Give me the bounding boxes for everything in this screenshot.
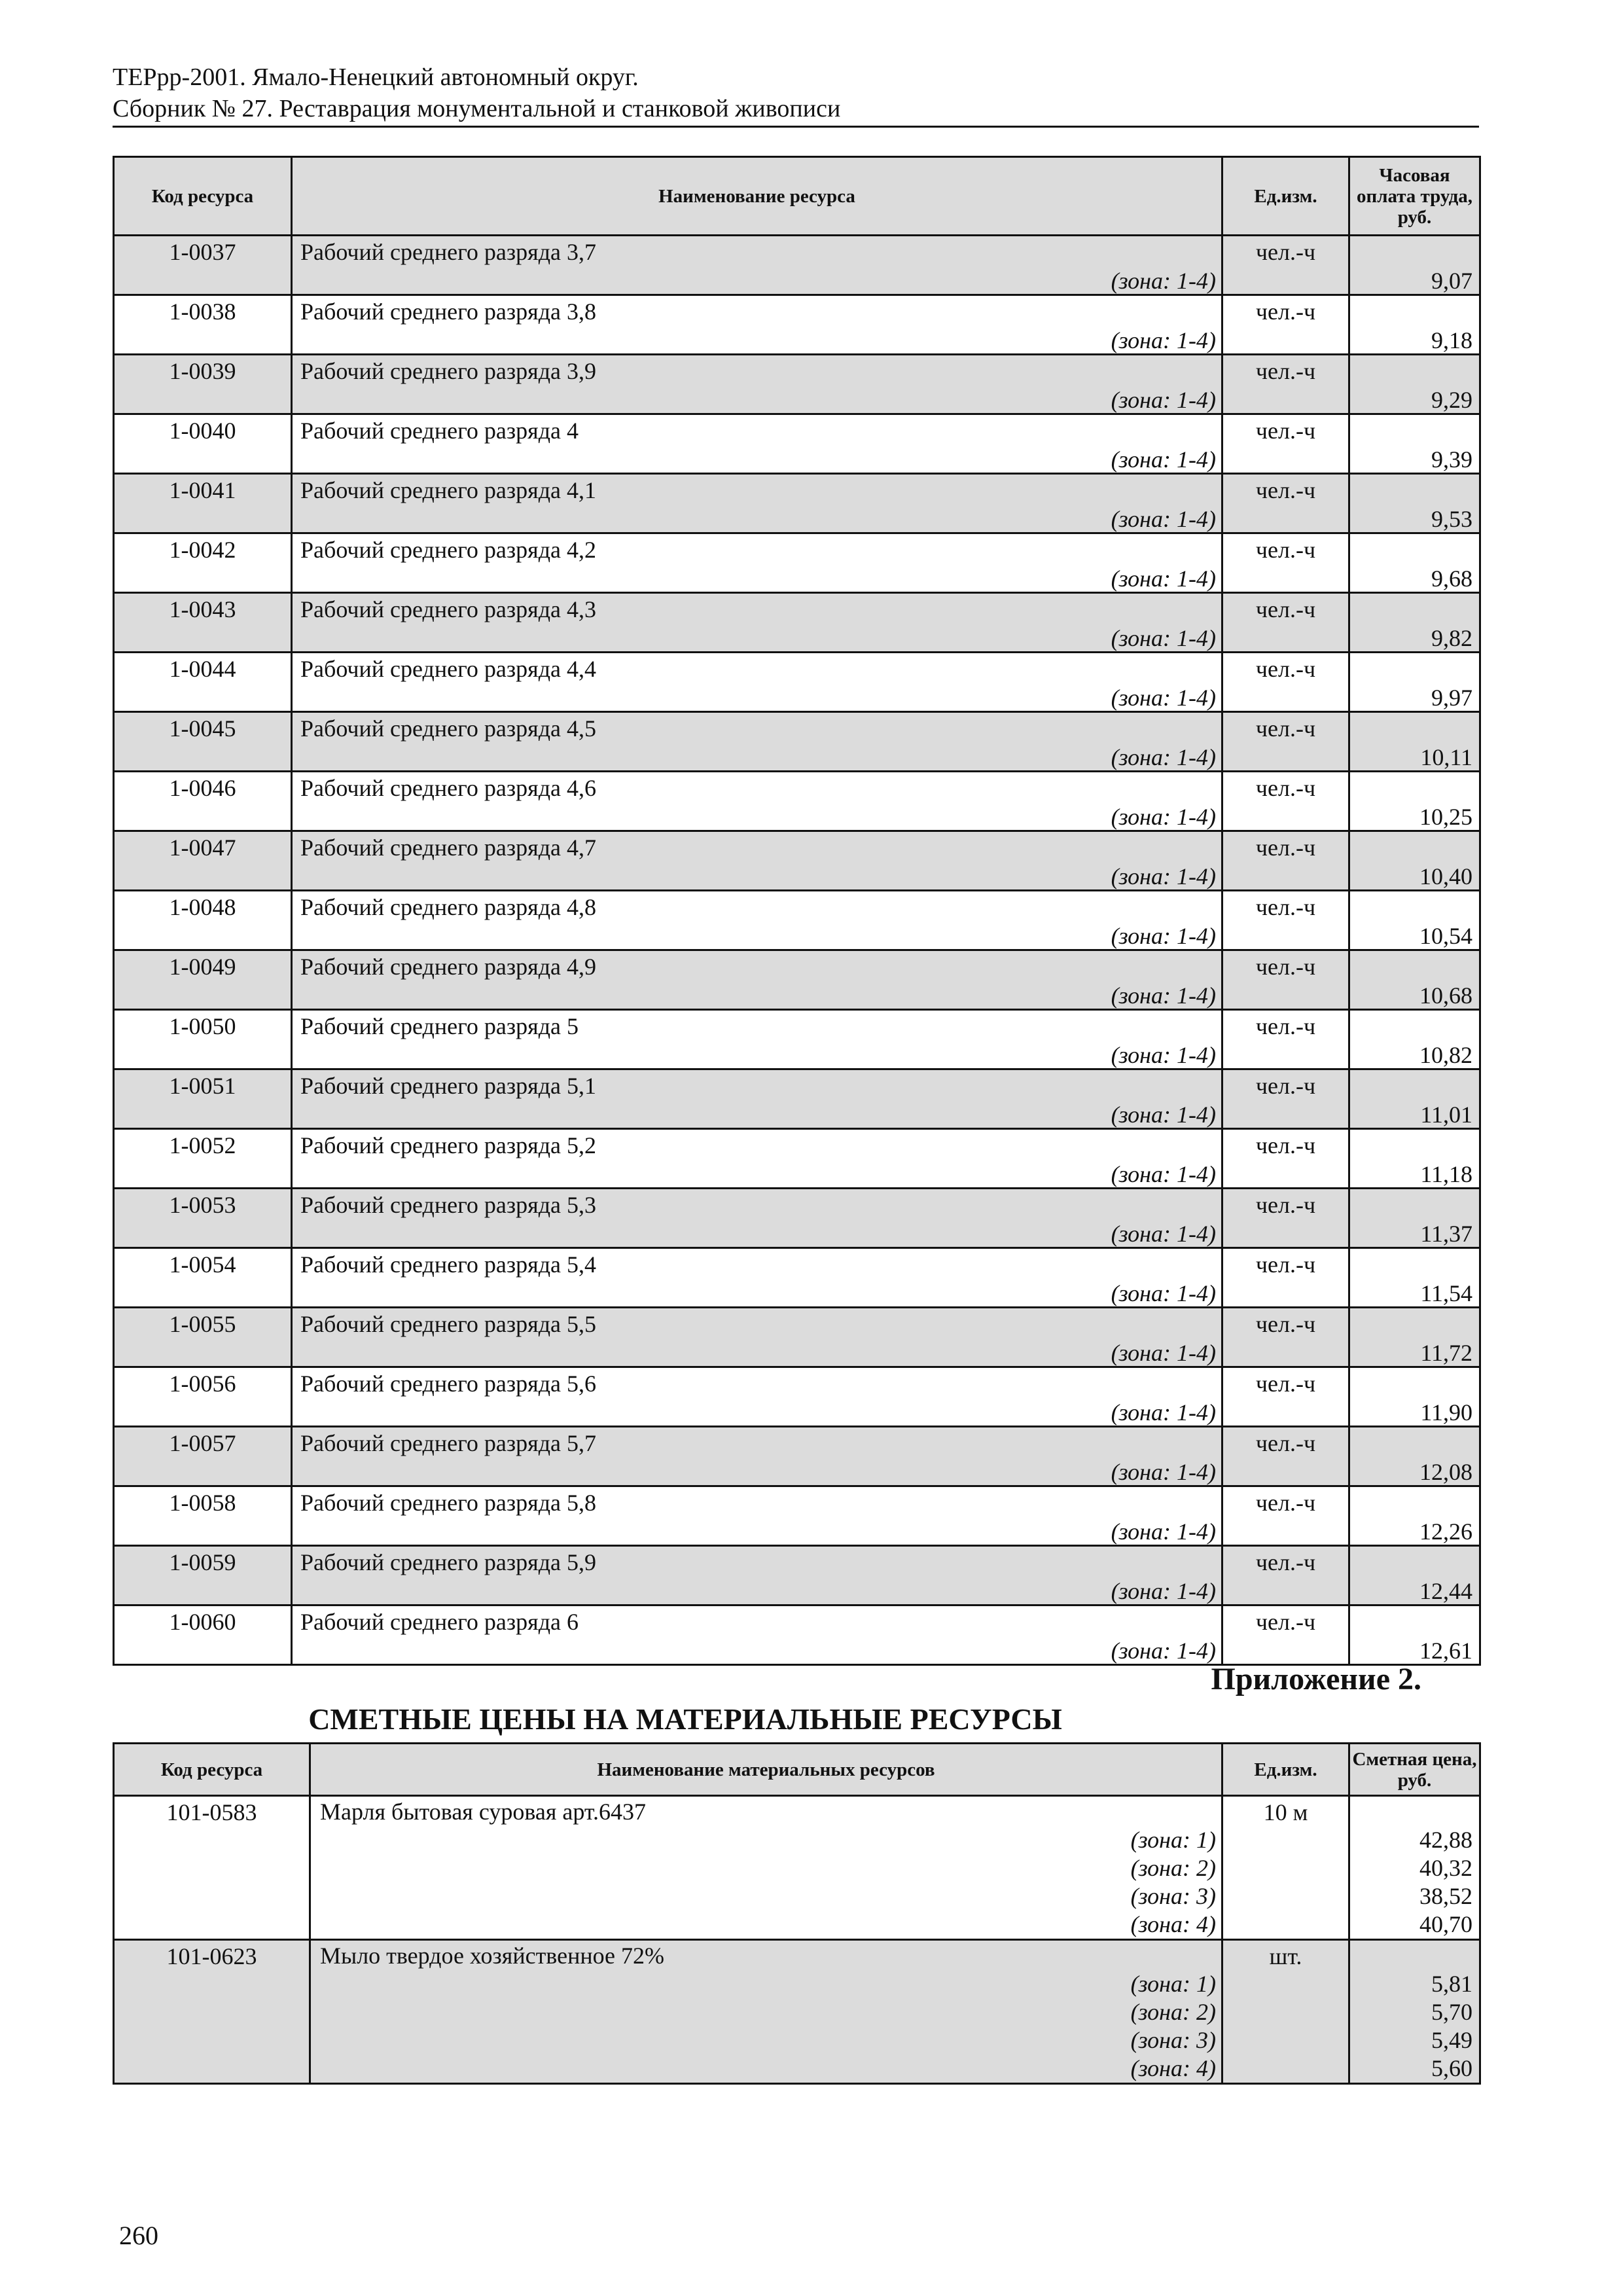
table-row <box>114 772 1480 831</box>
hourly-rate: 12,26 <box>1349 1486 1480 1546</box>
appendix-title: СМЕТНЫЕ ЦЕНЫ НА МАТЕРИАЛЬНЫЕ РЕСУРСЫ <box>308 1702 1062 1736</box>
zone-label: (зона: 1-4) <box>1111 804 1216 830</box>
resource-name: Рабочий среднего разряда 4,1 <box>300 477 596 503</box>
zone-label: (зона: 1-4) <box>1111 744 1216 770</box>
column-header-code: Код ресурса <box>114 1744 310 1796</box>
hourly-rate: 11,72 <box>1349 1308 1480 1367</box>
unit-of-measure: чел.-ч <box>1222 533 1349 593</box>
page-number: 260 <box>119 2221 158 2250</box>
resource-code: 1-0051 <box>114 1069 292 1129</box>
unit-of-measure: шт. <box>1222 1940 1349 2084</box>
unit-of-measure: 10 м <box>1222 1796 1349 1940</box>
resource-code: 1-0050 <box>114 1010 292 1069</box>
material-name: Марля бытовая суровая арт.6437 <box>320 1799 646 1825</box>
unit-of-measure: чел.-ч <box>1222 1189 1349 1248</box>
table-row <box>114 1367 1480 1427</box>
table-header-row <box>114 1744 1480 1796</box>
resource-name: Рабочий среднего разряда 4,7 <box>300 834 596 861</box>
table-row <box>114 1605 1480 1665</box>
header-collection-title: ТЕРрр-2001. Ямало-Ненецкий автономный округ. <box>113 63 639 91</box>
zone-price: 5,60 <box>1431 2055 1472 2081</box>
unit-of-measure: чел.-ч <box>1222 593 1349 653</box>
table-row <box>114 950 1480 1010</box>
resource-name: Рабочий среднего разряда 5,6 <box>300 1371 596 1397</box>
column-header-name: Наименование материальных ресурсов <box>310 1744 1222 1796</box>
resource-code: 1-0044 <box>114 653 292 712</box>
zone-label: (зона: 1-4) <box>1111 387 1216 413</box>
resource-code: 1-0055 <box>114 1308 292 1367</box>
hourly-rate: 9,68 <box>1349 533 1480 593</box>
table-row <box>114 831 1480 891</box>
resource-code: 1-0047 <box>114 831 292 891</box>
zone-label: (зона: 2) <box>1130 1855 1216 1881</box>
column-header-price: Сметная цена, руб. <box>1349 1744 1480 1796</box>
zone-label: (зона: 1-4) <box>1111 327 1216 353</box>
zone-label: (зона: 1-4) <box>1111 1459 1216 1485</box>
resource-name: Рабочий среднего разряда 6 <box>300 1609 579 1635</box>
resource-code: 1-0041 <box>114 474 292 533</box>
unit-of-measure: чел.-ч <box>1222 414 1349 474</box>
resource-name-cell <box>292 1010 1222 1069</box>
zone-price: 5,70 <box>1431 1999 1472 2025</box>
resource-code: 1-0042 <box>114 533 292 593</box>
resource-name-cell <box>292 474 1222 533</box>
resource-name: Рабочий среднего разряда 3,9 <box>300 358 596 384</box>
zone-label: (зона: 1-4) <box>1111 1638 1216 1664</box>
resource-name: Рабочий среднего разряда 4,8 <box>300 894 596 920</box>
zone-label: (зона: 1-4) <box>1111 1042 1216 1068</box>
zone-label: (зона: 1-4) <box>1111 446 1216 473</box>
resource-name: Рабочий среднего разряда 4,9 <box>300 954 596 980</box>
zone-label: (зона: 1-4) <box>1111 625 1216 651</box>
zone-price: 42,88 <box>1419 1827 1472 1853</box>
zone-label: (зона: 1-4) <box>1111 923 1216 949</box>
zone-label: (зона: 1-4) <box>1111 685 1216 711</box>
resource-name-cell <box>292 653 1222 712</box>
resource-code: 1-0052 <box>114 1129 292 1189</box>
resource-code: 1-0037 <box>114 236 292 295</box>
material-name: Мыло твердое хозяйственное 72% <box>320 1943 665 1969</box>
unit-of-measure: чел.-ч <box>1222 653 1349 712</box>
table-row <box>114 236 1480 295</box>
hourly-rate: 10,40 <box>1349 831 1480 891</box>
zone-price: 5,81 <box>1431 1971 1472 1997</box>
resource-name-cell <box>292 772 1222 831</box>
zone-label: (зона: 3) <box>1130 1883 1216 1909</box>
hourly-rate: 9,29 <box>1349 355 1480 414</box>
hourly-rate: 9,07 <box>1349 236 1480 295</box>
resource-code: 1-0046 <box>114 772 292 831</box>
resource-name-cell <box>292 533 1222 593</box>
resource-name-cell <box>292 593 1222 653</box>
unit-of-measure: чел.-ч <box>1222 831 1349 891</box>
zone-price: 40,32 <box>1419 1855 1472 1881</box>
table-row <box>114 1308 1480 1367</box>
resource-code: 1-0048 <box>114 891 292 950</box>
resource-name-cell <box>292 712 1222 772</box>
hourly-rate: 12,61 <box>1349 1605 1480 1665</box>
hourly-rate: 12,08 <box>1349 1427 1480 1486</box>
unit-of-measure: чел.-ч <box>1222 1486 1349 1546</box>
resource-code: 1-0043 <box>114 593 292 653</box>
hourly-rate: 10,82 <box>1349 1010 1480 1069</box>
unit-of-measure: чел.-ч <box>1222 712 1349 772</box>
zone-label: (зона: 1-4) <box>1111 268 1216 294</box>
hourly-rate: 10,54 <box>1349 891 1480 950</box>
column-header-unit: Ед.изм. <box>1222 1744 1349 1796</box>
hourly-rate: 11,37 <box>1349 1189 1480 1248</box>
resource-name-cell <box>292 1546 1222 1605</box>
zone-label: (зона: 1-4) <box>1111 565 1216 592</box>
table-row <box>114 1069 1480 1129</box>
resource-code: 1-0045 <box>114 712 292 772</box>
table-row <box>114 414 1480 474</box>
zone-label: (зона: 1-4) <box>1111 1399 1216 1426</box>
resource-name: Рабочий среднего разряда 5 <box>300 1013 579 1039</box>
resource-code: 1-0040 <box>114 414 292 474</box>
unit-of-measure: чел.-ч <box>1222 1605 1349 1665</box>
resource-name-cell <box>292 1189 1222 1248</box>
table-row <box>114 474 1480 533</box>
materials-table-body <box>114 1796 1480 2084</box>
zone-price: 40,70 <box>1419 1911 1472 1937</box>
resource-name: Рабочий среднего разряда 4,4 <box>300 656 596 682</box>
table-row <box>114 533 1480 593</box>
resource-name: Рабочий среднего разряда 5,8 <box>300 1490 596 1516</box>
zone-price: 5,49 <box>1431 2027 1472 2053</box>
table-row <box>114 1486 1480 1546</box>
zone-label: (зона: 1-4) <box>1111 1161 1216 1187</box>
resource-name-cell <box>292 1129 1222 1189</box>
resource-name: Рабочий среднего разряда 5,3 <box>300 1192 596 1218</box>
resource-name: Рабочий среднего разряда 5,5 <box>300 1311 596 1337</box>
resource-name-cell <box>292 1605 1222 1665</box>
hourly-rate: 11,54 <box>1349 1248 1480 1308</box>
resource-name-cell <box>292 1308 1222 1367</box>
hourly-rate: 10,25 <box>1349 772 1480 831</box>
resource-name: Рабочий среднего разряда 5,9 <box>300 1549 596 1575</box>
unit-of-measure: чел.-ч <box>1222 1427 1349 1486</box>
resource-name-cell <box>292 1486 1222 1546</box>
hourly-rate: 9,53 <box>1349 474 1480 533</box>
unit-of-measure: чел.-ч <box>1222 950 1349 1010</box>
column-header-unit: Ед.изм. <box>1222 157 1349 236</box>
zone-label: (зона: 2) <box>1130 1999 1216 2025</box>
document-header <box>113 62 1479 124</box>
unit-of-measure: чел.-ч <box>1222 1367 1349 1427</box>
zone-label: (зона: 4) <box>1130 1911 1216 1937</box>
hourly-rate: 9,18 <box>1349 295 1480 355</box>
resource-name: Рабочий среднего разряда 4,2 <box>300 537 596 563</box>
header-divider <box>113 126 1479 128</box>
resource-name: Рабочий среднего разряда 3,8 <box>300 298 596 325</box>
resource-code: 1-0057 <box>114 1427 292 1486</box>
resource-name-cell <box>292 1248 1222 1308</box>
material-prices-table <box>113 1742 1481 2085</box>
resource-name: Рабочий среднего разряда 5,7 <box>300 1430 596 1456</box>
resource-name: Рабочий среднего разряда 3,7 <box>300 239 596 265</box>
resource-code: 1-0054 <box>114 1248 292 1308</box>
labor-table-body <box>114 236 1480 1665</box>
resource-code: 101-0583 <box>114 1796 310 1940</box>
resource-name: Рабочий среднего разряда 4,5 <box>300 715 596 742</box>
unit-of-measure: чел.-ч <box>1222 1069 1349 1129</box>
resource-name: Рабочий среднего разряда 5,1 <box>300 1073 596 1099</box>
estimated-price-cell <box>1349 1940 1480 2084</box>
zone-label: (зона: 3) <box>1130 2027 1216 2053</box>
labor-resources-table <box>113 156 1481 1666</box>
zone-label: (зона: 1-4) <box>1111 982 1216 1009</box>
resource-name-cell <box>292 295 1222 355</box>
hourly-rate: 11,90 <box>1349 1367 1480 1427</box>
resource-name-cell <box>292 355 1222 414</box>
resource-name-cell <box>292 236 1222 295</box>
resource-code: 1-0039 <box>114 355 292 414</box>
resource-name: Рабочий среднего разряда 4,3 <box>300 596 596 622</box>
zone-label: (зона: 1-4) <box>1111 1221 1216 1247</box>
resource-code: 1-0053 <box>114 1189 292 1248</box>
resource-name-cell <box>292 1427 1222 1486</box>
table-row <box>114 653 1480 712</box>
hourly-rate: 9,82 <box>1349 593 1480 653</box>
unit-of-measure: чел.-ч <box>1222 1248 1349 1308</box>
resource-name-cell <box>292 414 1222 474</box>
table-row <box>114 712 1480 772</box>
table-row <box>114 1546 1480 1605</box>
unit-of-measure: чел.-ч <box>1222 1308 1349 1367</box>
hourly-rate: 10,11 <box>1349 712 1480 772</box>
zone-price: 38,52 <box>1419 1883 1472 1909</box>
hourly-rate: 9,39 <box>1349 414 1480 474</box>
hourly-rate: 10,68 <box>1349 950 1480 1010</box>
resource-code: 1-0056 <box>114 1367 292 1427</box>
table-row <box>114 1129 1480 1189</box>
table-header-row <box>114 157 1480 236</box>
table-row <box>114 295 1480 355</box>
resource-code: 1-0060 <box>114 1605 292 1665</box>
resource-code: 1-0058 <box>114 1486 292 1546</box>
unit-of-measure: чел.-ч <box>1222 295 1349 355</box>
unit-of-measure: чел.-ч <box>1222 1546 1349 1605</box>
zone-label: (зона: 1-4) <box>1111 863 1216 889</box>
column-header-rate: Часовая оплата труда, руб. <box>1349 157 1480 236</box>
header-section-title: Сборник № 27. Реставрация монументальной и станковой живописи <box>113 95 841 122</box>
resource-name: Рабочий среднего разряда 4 <box>300 418 579 444</box>
table-row <box>114 355 1480 414</box>
resource-name: Рабочий среднего разряда 4,6 <box>300 775 596 801</box>
table-row <box>114 1796 1480 1940</box>
resource-name-cell <box>292 1069 1222 1129</box>
zone-label: (зона: 1-4) <box>1111 1280 1216 1306</box>
hourly-rate: 11,01 <box>1349 1069 1480 1129</box>
unit-of-measure: чел.-ч <box>1222 236 1349 295</box>
unit-of-measure: чел.-ч <box>1222 355 1349 414</box>
material-name-cell <box>310 1796 1222 1940</box>
table-row <box>114 1010 1480 1069</box>
zone-label: (зона: 1-4) <box>1111 506 1216 532</box>
resource-name-cell <box>292 831 1222 891</box>
hourly-rate: 12,44 <box>1349 1546 1480 1605</box>
zone-label: (зона: 1-4) <box>1111 1518 1216 1545</box>
resource-name-cell <box>292 891 1222 950</box>
unit-of-measure: чел.-ч <box>1222 891 1349 950</box>
resource-name: Рабочий среднего разряда 5,4 <box>300 1251 596 1278</box>
zone-label: (зона: 1) <box>1130 1827 1216 1853</box>
table-row <box>114 1189 1480 1248</box>
hourly-rate: 9,97 <box>1349 653 1480 712</box>
zone-label: (зона: 1) <box>1130 1971 1216 1997</box>
resource-name-cell <box>292 950 1222 1010</box>
zone-label: (зона: 1-4) <box>1111 1340 1216 1366</box>
zone-label: (зона: 1-4) <box>1111 1102 1216 1128</box>
table-row <box>114 1248 1480 1308</box>
unit-of-measure: чел.-ч <box>1222 474 1349 533</box>
table-row <box>114 1427 1480 1486</box>
material-name-cell <box>310 1940 1222 2084</box>
resource-code: 1-0049 <box>114 950 292 1010</box>
column-header-name: Наименование ресурса <box>292 157 1222 236</box>
resource-name-cell <box>292 1367 1222 1427</box>
resource-code: 1-0038 <box>114 295 292 355</box>
estimated-price-cell <box>1349 1796 1480 1940</box>
unit-of-measure: чел.-ч <box>1222 1010 1349 1069</box>
table-row <box>114 891 1480 950</box>
table-row <box>114 1940 1480 2084</box>
resource-name: Рабочий среднего разряда 5,2 <box>300 1132 596 1158</box>
zone-label: (зона: 1-4) <box>1111 1578 1216 1604</box>
resource-code: 101-0623 <box>114 1940 310 2084</box>
resource-code: 1-0059 <box>114 1546 292 1605</box>
unit-of-measure: чел.-ч <box>1222 1129 1349 1189</box>
zone-label: (зона: 4) <box>1130 2055 1216 2081</box>
table-row <box>114 593 1480 653</box>
column-header-code: Код ресурса <box>114 157 292 236</box>
unit-of-measure: чел.-ч <box>1222 772 1349 831</box>
hourly-rate: 11,18 <box>1349 1129 1480 1189</box>
appendix-label: Приложение 2. <box>1211 1662 1421 1696</box>
